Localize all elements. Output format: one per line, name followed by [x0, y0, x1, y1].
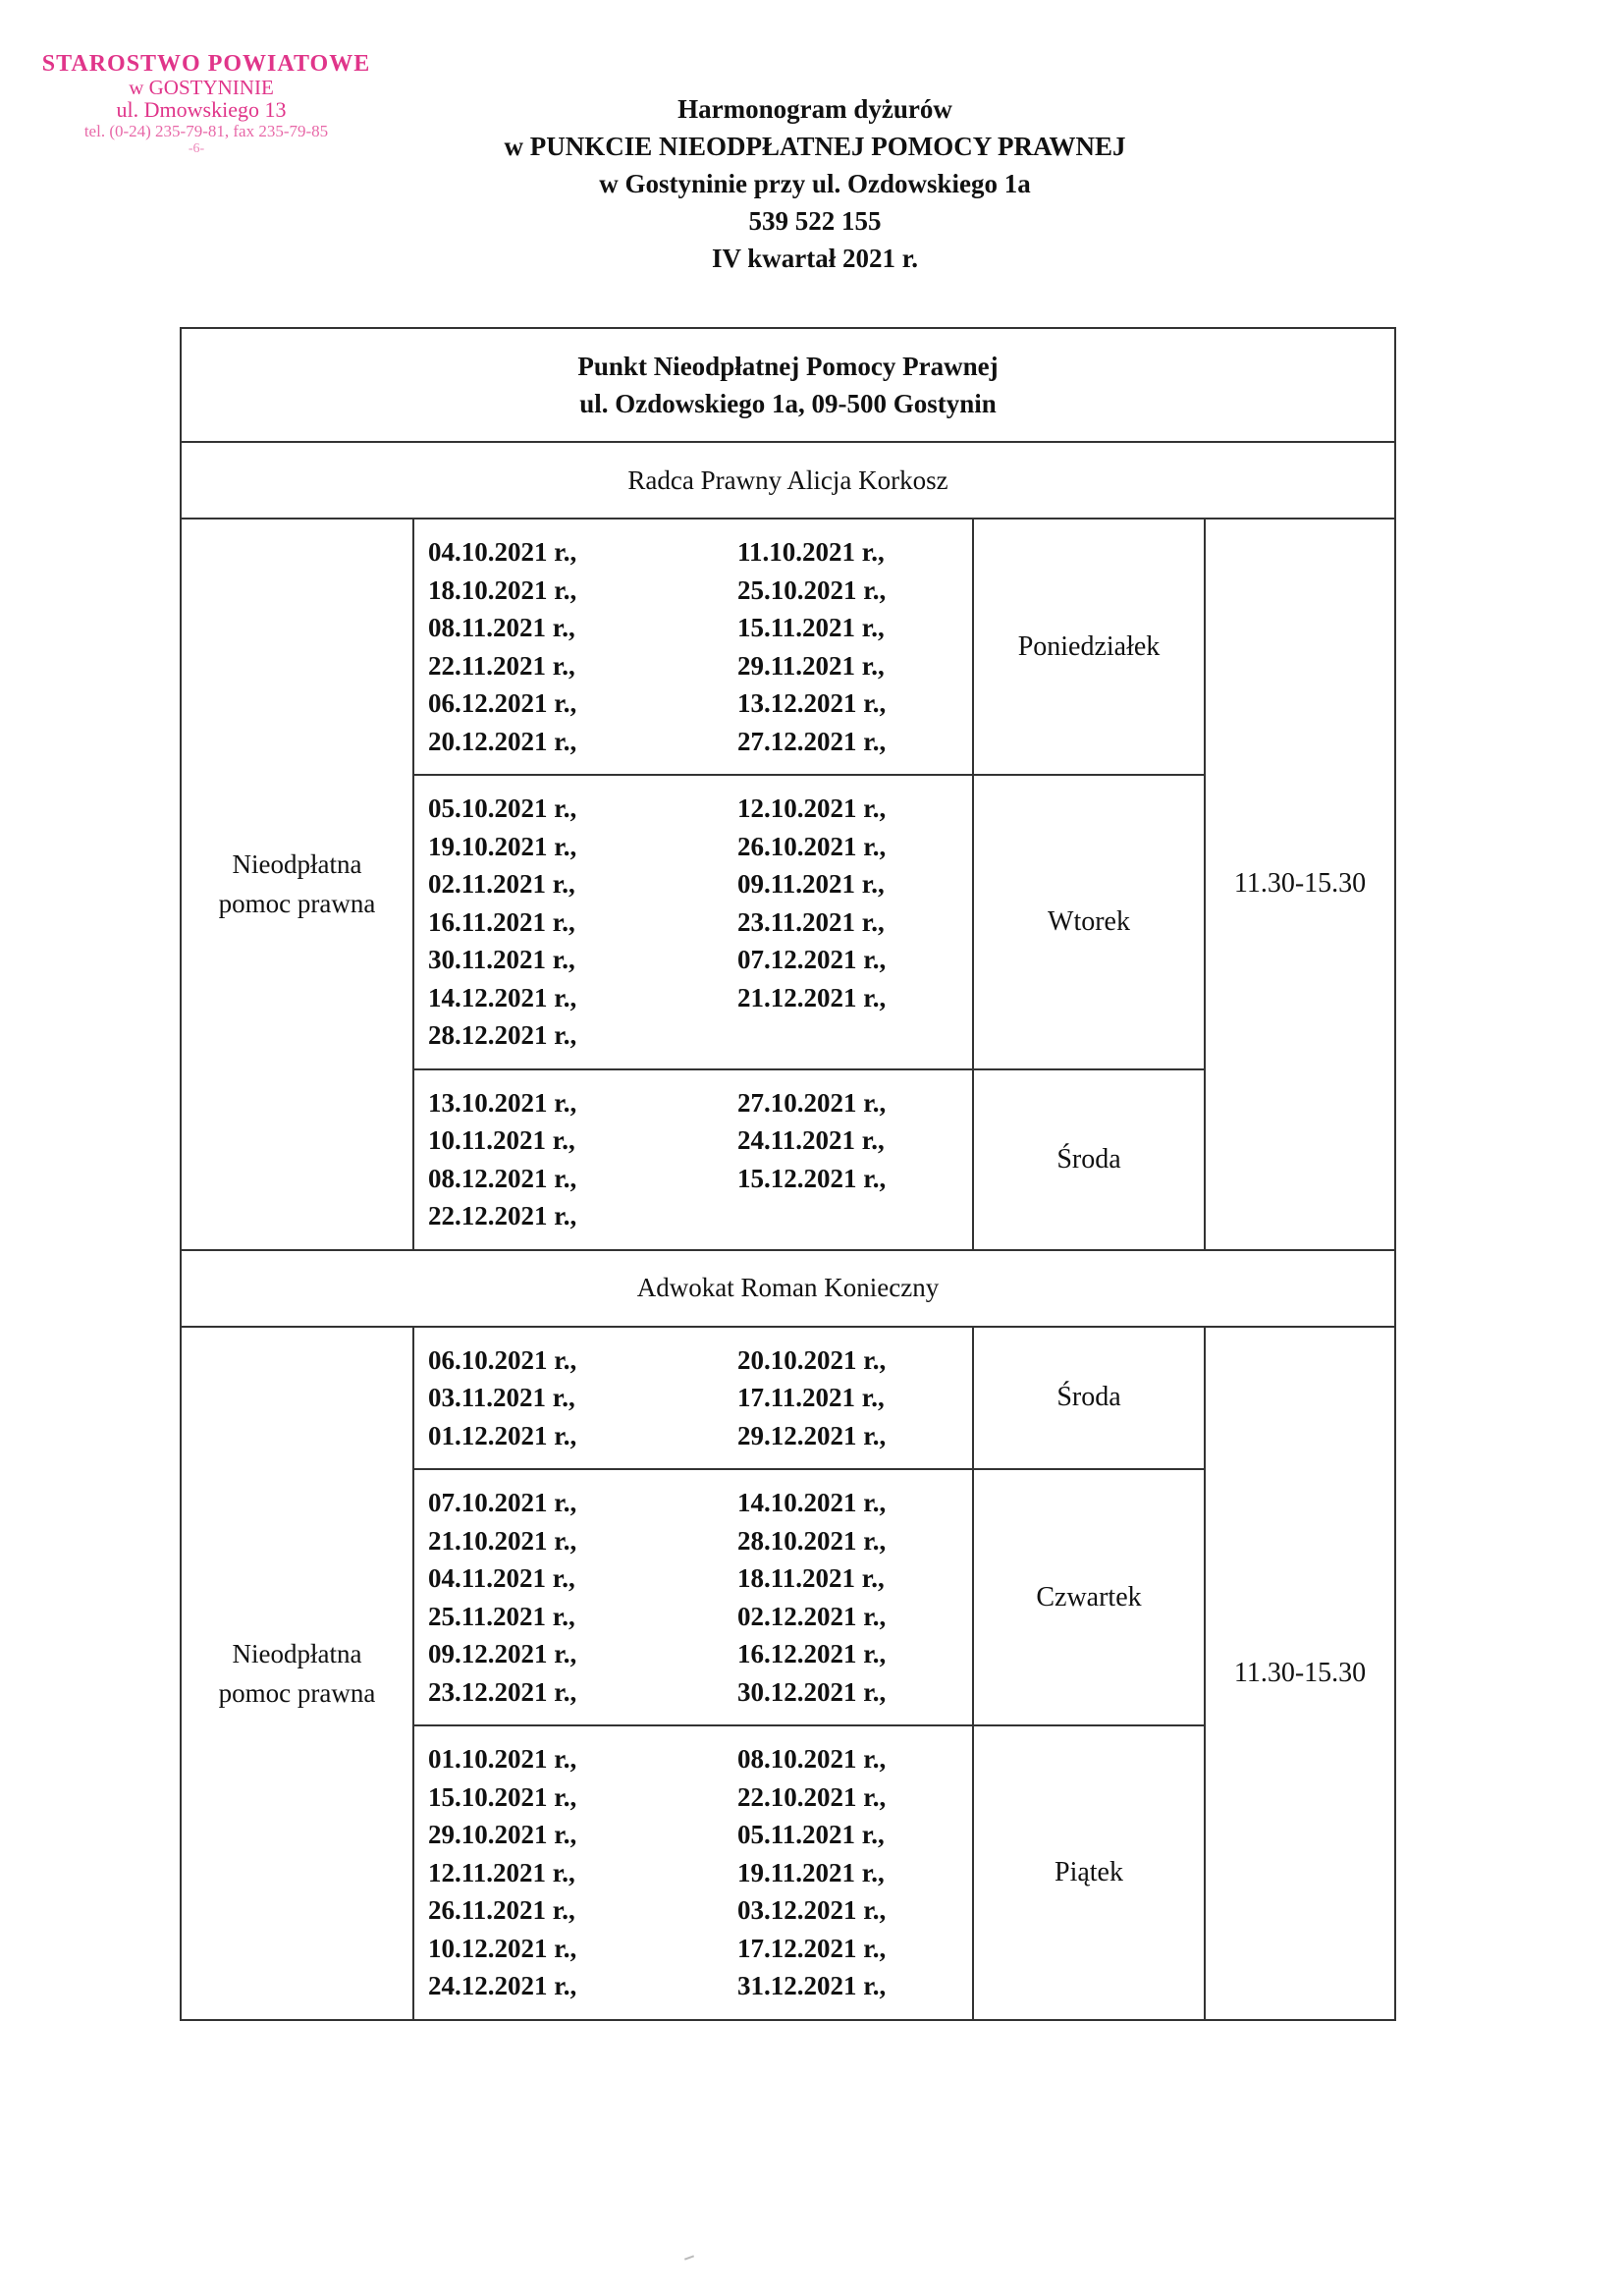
date-entry: 24.11.2021 r., [737, 1125, 885, 1155]
header-address: w Gostyninie przy ul. Ozdowskiego 1a [599, 169, 1031, 198]
date-entry: 14.12.2021 r., [428, 982, 577, 1012]
dates-cell [413, 1469, 973, 1725]
date-entry: 19.10.2021 r., [428, 831, 577, 861]
date-entry: 03.12.2021 r., [737, 1895, 887, 1925]
weekday: Czwartek [973, 1469, 1205, 1725]
weekday: Poniedziałek [973, 519, 1205, 775]
date-entry: 01.10.2021 r., [428, 1744, 577, 1774]
date-entry: 16.11.2021 r., [428, 906, 575, 937]
stamp-line-office: STAROSTWO POWIATOWE [41, 51, 371, 77]
dates-list [414, 533, 972, 760]
date-entry: 28.12.2021 r., [428, 1020, 577, 1050]
date-entry: 17.11.2021 r., [737, 1383, 885, 1412]
date-entry: 29.12.2021 r., [737, 1420, 887, 1450]
date-entry: 30.11.2021 r., [428, 945, 575, 974]
date-entry: 25.10.2021 r., [737, 574, 887, 605]
table-title: Punkt Nieodpłatnej Pomocy Prawnej [577, 352, 999, 381]
date-entry: 23.12.2021 r., [428, 1676, 577, 1707]
date-entry: 23.11.2021 r., [737, 906, 885, 937]
person-row [181, 442, 1395, 519]
table-address: ul. Ozdowskiego 1a, 09-500 Gostynin [579, 389, 997, 418]
date-entry: 26.11.2021 r., [428, 1895, 575, 1925]
date-entry: 16.12.2021 r., [737, 1639, 887, 1668]
hours: 11.30-15.30 [1205, 1327, 1395, 2020]
date-entry: 05.11.2021 r., [737, 1820, 885, 1849]
date-entry: 09.11.2021 r., [737, 869, 885, 899]
schedule-table [180, 327, 1396, 2021]
date-entry: 08.11.2021 r., [428, 613, 575, 642]
weekday: Piątek [973, 1725, 1205, 2020]
table-title-row [181, 328, 1395, 442]
date-entry: 01.12.2021 r., [428, 1420, 577, 1450]
date-entry: 08.10.2021 r., [737, 1744, 887, 1774]
date-entry: 08.12.2021 r., [428, 1163, 577, 1193]
date-entry: 13.10.2021 r., [428, 1087, 577, 1118]
date-entry: 19.11.2021 r., [737, 1857, 885, 1887]
date-entry: 04.11.2021 r., [428, 1563, 575, 1593]
service-label-line2: pomoc prawna [218, 1677, 376, 1708]
hours: 11.30-15.30 [1205, 519, 1395, 1250]
date-entry: 11.10.2021 r., [737, 537, 885, 567]
date-entry: 22.11.2021 r., [428, 650, 575, 681]
weekday: Wtorek [973, 775, 1205, 1069]
stamp-line-city: w GOSTYNINIE [129, 76, 274, 99]
header-phone: 539 522 155 [748, 206, 882, 236]
date-entry: 22.10.2021 r., [737, 1781, 887, 1812]
date-entry: 22.12.2021 r., [428, 1201, 577, 1230]
date-entry: 20.12.2021 r., [428, 726, 577, 756]
date-entry: 30.12.2021 r., [737, 1676, 887, 1707]
scan-artifact [684, 2255, 694, 2260]
header-subtitle: w PUNKCIE NIEODPŁATNEJ POMOCY PRAWNEJ [504, 132, 1126, 161]
date-entry: 02.11.2021 r., [428, 869, 575, 899]
date-entry: 10.12.2021 r., [428, 1933, 577, 1963]
date-entry: 17.12.2021 r., [737, 1933, 887, 1963]
date-entry: 03.11.2021 r., [428, 1383, 575, 1412]
date-entry: 13.12.2021 r., [737, 688, 887, 718]
dates-list [414, 1084, 972, 1235]
dates-list [414, 790, 972, 1055]
date-entry: 27.12.2021 r., [737, 726, 887, 756]
stamp-line-phone: tel. (0-24) 235-79-81, fax 235-79-85 [83, 122, 329, 140]
date-entry: 09.12.2021 r., [428, 1639, 577, 1668]
date-entry: 28.10.2021 r., [737, 1525, 887, 1556]
weekday: Środa [973, 1069, 1205, 1250]
date-entry: 26.10.2021 r., [737, 831, 887, 861]
service-label-line1: Nieodpłatna [232, 1638, 362, 1668]
date-entry: 21.10.2021 r., [428, 1525, 577, 1556]
date-entry: 20.10.2021 r., [737, 1344, 887, 1375]
date-entry: 02.12.2021 r., [737, 1601, 887, 1631]
date-entry: 10.11.2021 r., [428, 1125, 575, 1155]
date-entry: 31.12.2021 r., [737, 1971, 887, 2000]
person-name: Radca Prawny Alicja Korkosz [181, 442, 1395, 519]
date-entry: 25.11.2021 r., [428, 1601, 575, 1631]
dates-cell [413, 775, 973, 1069]
service-label [181, 519, 413, 1250]
dates-cell [413, 519, 973, 775]
header-quarter: IV kwartał 2021 r. [711, 244, 918, 273]
date-entry: 12.10.2021 r., [737, 793, 887, 823]
date-entry: 18.10.2021 r., [428, 574, 577, 605]
stamp-line-street: ul. Dmowskiego 13 [116, 97, 287, 122]
date-entry: 05.10.2021 r., [428, 793, 577, 823]
schedule-row [181, 519, 1395, 775]
dates-list [414, 1740, 972, 2005]
service-label [181, 1327, 413, 2020]
date-entry: 04.10.2021 r., [428, 537, 577, 567]
dates-list [414, 1484, 972, 1711]
date-entry: 24.12.2021 r., [428, 1971, 577, 2000]
weekday: Środa [973, 1327, 1205, 1470]
date-entry: 29.11.2021 r., [737, 650, 885, 681]
date-entry: 07.12.2021 r., [737, 945, 887, 974]
person-name: Adwokat Roman Konieczny [181, 1250, 1395, 1327]
date-entry: 15.11.2021 r., [737, 613, 885, 642]
date-entry: 07.10.2021 r., [428, 1488, 577, 1517]
date-entry: 14.10.2021 r., [737, 1488, 887, 1517]
service-label-line1: Nieodpłatna [232, 849, 362, 880]
date-entry: 27.10.2021 r., [737, 1087, 887, 1118]
date-entry: 15.10.2021 r., [428, 1781, 577, 1812]
date-entry: 21.12.2021 r., [737, 982, 887, 1012]
date-entry: 29.10.2021 r., [428, 1820, 577, 1849]
table-title-cell [181, 328, 1395, 442]
schedule-row [181, 1327, 1395, 1470]
header-title: Harmonogram dyżurów [677, 94, 952, 124]
date-entry: 06.10.2021 r., [428, 1344, 577, 1375]
date-entry: 18.11.2021 r., [737, 1563, 885, 1593]
dates-cell [413, 1327, 973, 1470]
date-entry: 15.12.2021 r., [737, 1163, 887, 1193]
person-row [181, 1250, 1395, 1327]
service-label-line2: pomoc prawna [218, 889, 376, 919]
date-entry: 06.12.2021 r., [428, 688, 577, 718]
document-header [373, 90, 1257, 277]
dates-list [414, 1341, 972, 1455]
dates-cell [413, 1069, 973, 1250]
date-entry: 12.11.2021 r., [428, 1857, 575, 1887]
dates-cell [413, 1725, 973, 2020]
stamp-line-number: -6- [188, 141, 205, 156]
